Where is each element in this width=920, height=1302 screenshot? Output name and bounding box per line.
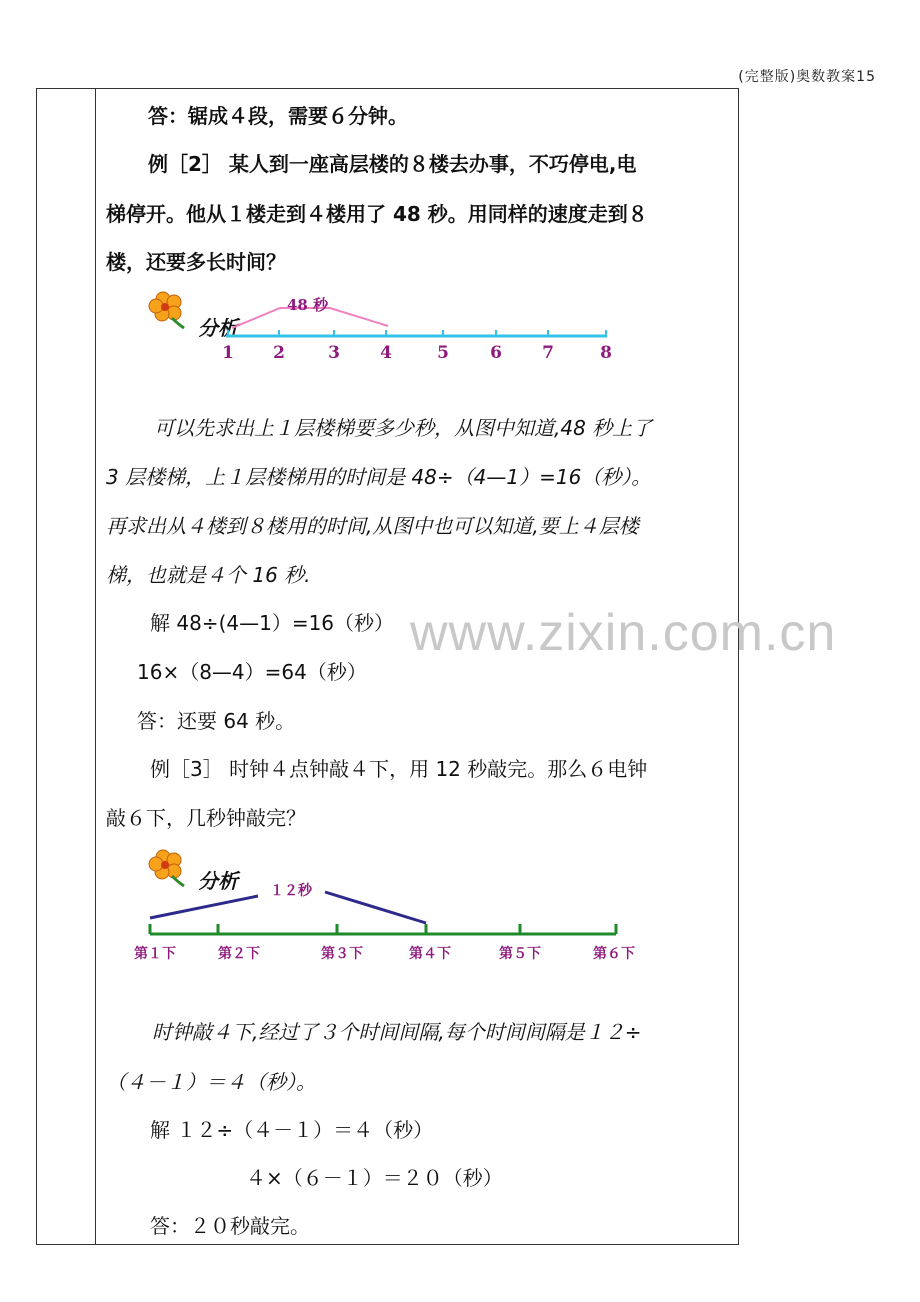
interval-line-right bbox=[325, 892, 426, 923]
strike-label: 第１下 bbox=[134, 946, 176, 962]
interval-line-left bbox=[150, 896, 258, 918]
answer-2: 答：还要 64 秒。 bbox=[137, 709, 296, 733]
example-3-line-1: 例［3］ 时钟４点钟敲４下，用 12 秒敲完。那么６电钟 bbox=[150, 757, 648, 781]
analysis-2-line-4: 梯，也就是４个 16 秒. bbox=[106, 563, 311, 587]
answer-1: 答：锯成４段，需要６分钟。 bbox=[148, 104, 408, 128]
interval-label: １２秒 bbox=[270, 883, 312, 899]
floor-label: 8 bbox=[600, 343, 612, 363]
strike-label: 第５下 bbox=[499, 946, 541, 962]
strike-label: 第２下 bbox=[218, 946, 260, 962]
example-3-line-2: 敲６下，几秒钟敲完？ bbox=[106, 806, 306, 830]
page-header: (完整版)奥数教案15 bbox=[738, 69, 876, 85]
answer-3: 答：２０秒敲完。 bbox=[150, 1214, 310, 1238]
floor-label: 4 bbox=[380, 343, 392, 363]
example-2-line-3: 楼，还要多长时间？ bbox=[106, 250, 286, 274]
floor-label: 3 bbox=[328, 343, 340, 363]
strike-label: 第６下 bbox=[593, 946, 635, 962]
analysis-3-line-2: （４－１）＝４（秒）。 bbox=[106, 1070, 316, 1094]
example-2-line-2: 梯停开。他从１楼走到４楼用了 48 秒。用同样的速度走到８ bbox=[106, 202, 648, 226]
table-column-divider bbox=[95, 88, 96, 1245]
solution-2-line-2: 16×（8—4）=64（秒） bbox=[137, 660, 367, 684]
analysis-2-line-1: 可以先求出上１层楼梯要多少秒，从图中知道,48 秒上了 bbox=[154, 416, 653, 440]
solution-3-line-2: ４×（６－１）＝２０（秒） bbox=[246, 1166, 503, 1190]
floor-label: 7 bbox=[542, 343, 554, 363]
example-2-line-1: 例［2］ 某人到一座高层楼的８楼去办事，不巧停电,电 bbox=[148, 152, 637, 176]
analysis-2-line-2: 3 层楼梯，上１层楼梯用的时间是 48÷（4—1）=16（秒）。 bbox=[106, 465, 652, 489]
floor-label: 5 bbox=[437, 343, 449, 363]
solution-2-line-1: 解 48÷(4—1）=16（秒） bbox=[150, 611, 395, 635]
analysis-2-line-3: 再求出从４楼到８楼用的时间,从图中也可以知道,要上４层楼 bbox=[106, 514, 639, 538]
interval-label: 48 秒 bbox=[287, 296, 329, 314]
floor-label: 6 bbox=[490, 343, 502, 363]
analysis-3-line-1: 时钟敲４下,经过了３个时间间隔,每个时间间隔是１２÷ bbox=[152, 1020, 642, 1044]
watermark: www.zixin.com.cn bbox=[410, 604, 837, 662]
analysis-label: 分析 bbox=[198, 316, 238, 340]
analysis-label: 分析 bbox=[198, 869, 238, 893]
floor-label: 1 bbox=[222, 343, 234, 363]
strikes-diagram bbox=[120, 862, 660, 972]
stairs-diagram bbox=[190, 290, 630, 365]
strike-label: 第３下 bbox=[321, 946, 363, 962]
strike-label: 第４下 bbox=[409, 946, 451, 962]
solution-3-line-1: 解 １２÷（４－１）＝４（秒） bbox=[150, 1118, 434, 1142]
floor-label: 2 bbox=[273, 343, 285, 363]
flower-icon bbox=[148, 290, 190, 332]
